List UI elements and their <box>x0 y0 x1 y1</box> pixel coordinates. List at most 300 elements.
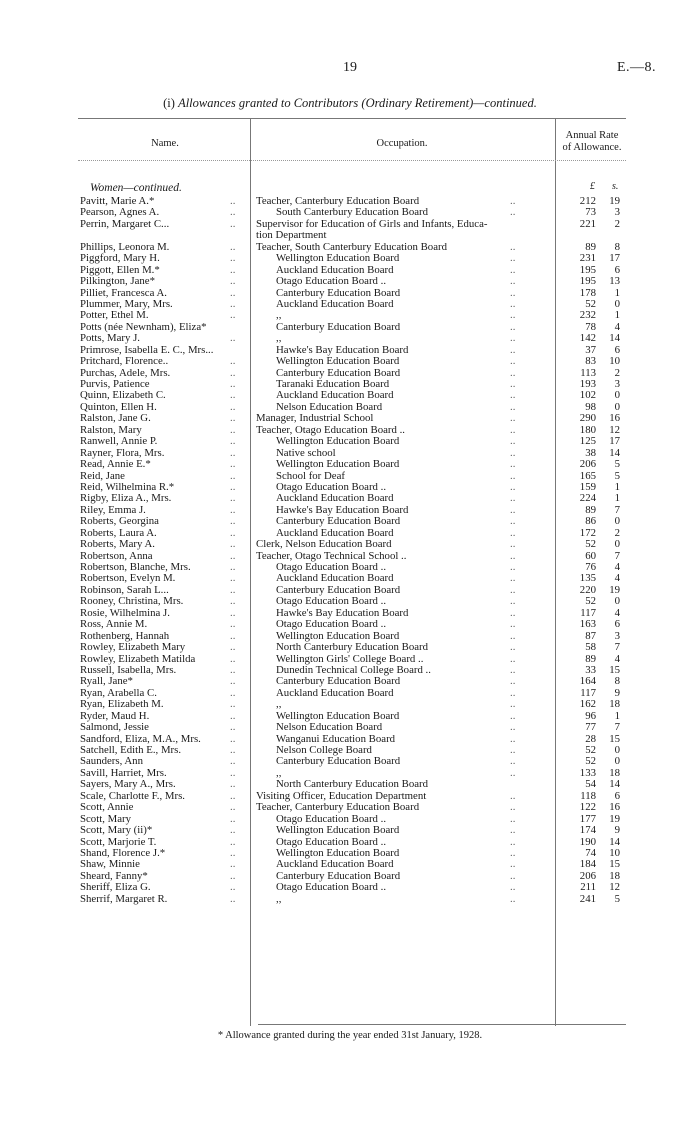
allowance-pounds: 180 <box>579 423 596 436</box>
row-occupation: Auckland Education Board <box>276 264 394 276</box>
row-occupation: School for Deaf <box>276 470 345 482</box>
occupation-leader-dots: .. <box>510 240 516 253</box>
occupation-leader-dots: .. <box>510 458 516 471</box>
allowance-shillings: 16 <box>609 412 620 425</box>
allowance-pounds: 52 <box>585 297 596 310</box>
allowance-pounds: 162 <box>579 698 596 711</box>
name-leader-dots: .. <box>230 652 236 665</box>
allowance-pounds: 290 <box>579 412 596 425</box>
occupation-leader-dots: .. <box>510 641 516 654</box>
allowance-shillings: 12 <box>609 881 620 894</box>
allowance-pounds: 193 <box>579 378 596 390</box>
allowance-pounds: 78 <box>585 320 596 333</box>
name-leader-dots: .. <box>230 572 236 585</box>
occupation-leader-dots: .. <box>510 480 516 493</box>
row-occupation: Nelson Education Board <box>276 401 383 413</box>
row-occupation: Nelson College Board <box>276 745 372 756</box>
row-occupation: Canterbury Education Board <box>276 367 401 379</box>
allowance-shillings: 6 <box>614 263 620 276</box>
occupation-leader-dots: .. <box>510 332 516 345</box>
allowance-pounds: 102 <box>579 389 596 402</box>
row-name: Purvis, Patience <box>80 379 150 390</box>
occupation-leader-dots: .. <box>510 320 516 333</box>
allowance-shillings: 5 <box>614 458 620 471</box>
row-name: Rosie, Wilhelmina J. <box>80 607 170 619</box>
row-occupation: ,, <box>276 767 282 779</box>
allowance-pounds: 98 <box>585 400 596 413</box>
row-occupation: Canterbury Education Board <box>276 584 401 596</box>
allowance-pounds: 86 <box>585 515 596 528</box>
allowance-shillings: 5 <box>614 892 620 905</box>
page-number: 19 <box>343 60 357 75</box>
occupation-leader-dots: .. <box>510 195 516 207</box>
allowance-pounds: 122 <box>579 801 596 814</box>
occupation-leader-dots: .. <box>510 538 516 551</box>
row-occupation: Teacher, South Canterbury Education Board <box>256 241 447 253</box>
allowance-shillings: 0 <box>614 515 620 528</box>
allowance-shillings: 15 <box>609 858 620 871</box>
occupation-leader-dots: .. <box>510 652 516 665</box>
name-leader-dots: .. <box>230 492 236 505</box>
occupation-leader-dots: .. <box>510 549 516 562</box>
allowance-pounds: 83 <box>585 355 596 368</box>
occupation-leader-dots: .. <box>510 252 516 265</box>
name-leader-dots: .. <box>230 709 236 722</box>
occupation-leader-dots: .. <box>510 515 516 528</box>
row-occupation: Auckland Education Board <box>276 390 394 402</box>
allowance-pounds: 241 <box>579 892 596 905</box>
allowance-pounds: 74 <box>585 846 596 859</box>
row-name: Potts, Mary J. <box>80 333 140 345</box>
allowance-pounds: 58 <box>585 641 596 654</box>
name-leader-dots: .. <box>230 206 236 219</box>
allowance-pounds: 224 <box>579 492 596 505</box>
row-name: Quinn, Elizabeth C. <box>80 390 166 402</box>
row-name: Shaw, Minnie <box>80 859 140 871</box>
table-row <box>0 516 700 527</box>
row-occupation: Wellington Education Board <box>276 630 400 642</box>
allowance-pounds: 118 <box>580 789 596 802</box>
allowance-shillings: 4 <box>614 320 620 333</box>
table-row <box>0 882 700 893</box>
row-name: Robinson, Sarah L... <box>80 584 169 596</box>
row-name: Robertson, Blanche, Mrs. <box>80 562 191 573</box>
allowance-shillings: 7 <box>614 503 620 516</box>
name-leader-dots: .. <box>230 240 236 253</box>
allowance-pounds: 117 <box>580 686 596 699</box>
row-occupation: ,, <box>276 893 282 905</box>
allowance-shillings: 8 <box>614 240 620 253</box>
name-leader-dots: .. <box>230 526 236 539</box>
row-name: Pearson, Agnes A. <box>80 207 160 219</box>
allowance-shillings: 18 <box>609 766 620 779</box>
allowance-shillings: 3 <box>614 378 620 390</box>
allowance-shillings: 4 <box>614 572 620 585</box>
row-occupation: Wellington Girls' College Board .. <box>276 653 424 665</box>
allowance-shillings: 10 <box>609 355 620 368</box>
row-occupation: Teacher, Canterbury Education Board <box>256 196 420 207</box>
row-name: Pavitt, Marie A.* <box>80 196 155 207</box>
name-leader-dots: .. <box>230 698 236 711</box>
occupation-leader-dots: .. <box>510 446 516 459</box>
name-leader-dots: .. <box>230 801 236 814</box>
row-name: Sheriff, Eliza G. <box>80 882 151 894</box>
allowance-shillings: 5 <box>614 469 620 482</box>
row-occupation: Wellington Education Board <box>276 253 400 265</box>
occupation-leader-dots: .. <box>510 698 516 711</box>
allowance-pounds: 52 <box>585 744 596 756</box>
name-leader-dots: .. <box>230 732 236 745</box>
name-leader-dots: .. <box>230 629 236 642</box>
allowance-shillings: 0 <box>614 389 620 402</box>
allowance-shillings: 9 <box>614 686 620 699</box>
name-leader-dots: .. <box>230 824 236 837</box>
row-occupation: ,, <box>276 333 282 345</box>
row-occupation: Otago Education Board .. <box>276 882 387 894</box>
row-name: Ryan, Arabella C. <box>80 687 157 699</box>
row-name: Plummer, Mary, Mrs. <box>80 298 173 310</box>
name-leader-dots: .. <box>230 252 236 265</box>
footnote-rule <box>258 1024 626 1025</box>
name-leader-dots: .. <box>230 275 236 288</box>
row-occupation: ,, <box>276 699 282 711</box>
name-leader-dots: .. <box>230 538 236 551</box>
row-name: Reid, Jane <box>80 470 125 482</box>
allowance-shillings: 15 <box>609 732 620 745</box>
row-occupation: Auckland Education Board <box>276 687 394 699</box>
allowance-pounds: 174 <box>579 824 596 837</box>
occupation-leader-dots: .. <box>510 824 516 837</box>
allowance-shillings: 9 <box>614 824 620 837</box>
allowance-shillings: 13 <box>609 275 620 288</box>
allowance-pounds: 52 <box>585 538 596 551</box>
row-name: Ralston, Jane G. <box>80 413 151 425</box>
occupation-leader-dots: .. <box>510 732 516 745</box>
allowance-pounds: 232 <box>579 309 596 322</box>
occupation-leader-dots: .. <box>510 618 516 631</box>
allowance-shillings: 6 <box>614 343 620 356</box>
row-occupation: Clerk, Nelson Education Board <box>256 539 392 551</box>
occupation-leader-dots: .. <box>510 869 516 882</box>
row-name: Phillips, Leonora M. <box>80 241 170 253</box>
table-row <box>0 276 700 287</box>
name-leader-dots: .. <box>230 389 236 402</box>
name-leader-dots: .. <box>230 663 236 676</box>
allowance-pounds: 28 <box>585 732 596 745</box>
row-name: Scott, Mary <box>80 813 131 825</box>
row-occupation: Native school <box>276 447 336 459</box>
row-name: Sherrif, Margaret R. <box>80 893 168 905</box>
allowance-shillings: 7 <box>614 641 620 654</box>
allowance-pounds: 125 <box>579 435 596 448</box>
section-heading: Women—continued. <box>90 182 182 194</box>
allowance-pounds: 190 <box>579 835 596 848</box>
occupation-leader-dots: .. <box>510 412 516 425</box>
allowance-pounds: 206 <box>579 458 596 471</box>
name-leader-dots: .. <box>230 595 236 608</box>
row-occupation: Wellington Education Board <box>276 710 400 722</box>
allowance-shillings: 1 <box>614 492 620 505</box>
row-name: Pritchard, Florence.. <box>80 356 169 368</box>
allowance-pounds: 76 <box>585 561 596 573</box>
allowance-shillings: 14 <box>609 446 620 459</box>
row-name: Piggford, Mary H. <box>80 253 160 265</box>
occupation-leader-dots: .. <box>510 309 516 322</box>
occupation-leader-dots: .. <box>510 297 516 310</box>
allowance-shillings: 10 <box>609 846 620 859</box>
allowance-shillings: 18 <box>609 869 620 882</box>
allowance-shillings: 2 <box>614 526 620 539</box>
table-row <box>0 539 700 550</box>
allowance-pounds: 184 <box>579 858 596 871</box>
row-occupation: Auckland Education Board <box>276 493 394 505</box>
allowance-shillings: 17 <box>609 252 620 265</box>
allowance-pounds: 195 <box>579 275 596 288</box>
allowance-pounds: 221 <box>579 217 596 230</box>
allowance-shillings: 19 <box>609 195 620 207</box>
name-leader-dots: .. <box>230 400 236 413</box>
name-leader-dots: .. <box>230 458 236 471</box>
row-occupation: Otago Education Board .. <box>276 596 387 608</box>
row-occupation: Canterbury Education Board <box>276 870 401 882</box>
row-name: Ralston, Mary <box>80 424 142 436</box>
allowance-shillings: 18 <box>609 698 620 711</box>
footnote: * Allowance granted during the year ended 31st January, 1928. <box>217 1030 483 1041</box>
occupation-leader-dots: .. <box>510 263 516 276</box>
occupation-leader-dots: .. <box>510 766 516 779</box>
occupation-leader-dots: .. <box>510 606 516 619</box>
table-subtitle <box>0 96 700 111</box>
name-leader-dots: .. <box>230 583 236 596</box>
name-leader-dots: .. <box>230 309 236 322</box>
allowance-pounds: 165 <box>579 469 596 482</box>
name-leader-dots: .. <box>230 869 236 882</box>
name-leader-dots: .. <box>230 606 236 619</box>
row-occupation: Supervisor for Education of Girls and Infants, Educa- <box>256 218 488 230</box>
occupation-leader-dots: .. <box>510 835 516 848</box>
row-occupation: Wellington Education Board <box>276 825 400 837</box>
row-name: Saunders, Ann <box>80 756 143 768</box>
subtitle-text: Allowances granted to Contributors (Ordinary Retirement)—continued. <box>178 96 537 110</box>
row-occupation: Otago Education Board .. <box>276 813 387 825</box>
table-row <box>0 802 700 813</box>
allowance-shillings: 14 <box>609 835 620 848</box>
name-leader-dots: .. <box>230 755 236 768</box>
row-name: Ranwell, Annie P. <box>80 436 158 448</box>
row-name: Reid, Wilhelmina R.* <box>80 481 175 493</box>
occupation-leader-dots: .. <box>510 892 516 905</box>
allowance-shillings: 2 <box>614 217 620 230</box>
table-row <box>0 356 700 367</box>
row-name: Rowley, Elizabeth Matilda <box>80 653 196 665</box>
allowance-pounds: 177 <box>579 812 596 825</box>
row-name: Rigby, Eliza A., Mrs. <box>80 493 172 505</box>
row-occupation: Manager, Industrial School <box>256 413 374 425</box>
occupation-leader-dots: .. <box>510 275 516 288</box>
name-leader-dots: .. <box>230 721 236 734</box>
row-occupation: Hawke's Bay Education Board <box>276 607 409 619</box>
row-name: Scale, Charlotte F., Mrs. <box>80 790 185 802</box>
row-occupation: Wellington Education Board <box>276 459 400 471</box>
occupation-leader-dots: .. <box>510 423 516 436</box>
allowance-shillings: 0 <box>614 400 620 413</box>
name-leader-dots: .. <box>230 812 236 825</box>
allowance-shillings: 0 <box>614 538 620 551</box>
allowance-pounds: 89 <box>585 503 596 516</box>
row-name: Shand, Florence J.* <box>80 847 166 859</box>
allowance-pounds: 96 <box>585 709 596 722</box>
row-name: Scott, Annie <box>80 802 134 814</box>
allowance-pounds: 52 <box>585 755 596 768</box>
allowance-shillings: 15 <box>609 663 620 676</box>
row-name: Ryder, Maud H. <box>80 710 150 722</box>
allowance-pounds: 142 <box>579 332 596 345</box>
name-leader-dots: .. <box>230 297 236 310</box>
name-leader-dots: .. <box>230 332 236 345</box>
row-occupation: Visiting Officer, Education Department <box>256 790 427 802</box>
occupation-leader-dots: .. <box>510 492 516 505</box>
rate-header-line1: Annual Rate <box>565 130 619 141</box>
name-leader-dots: .. <box>230 195 236 207</box>
allowance-shillings: 16 <box>609 801 620 814</box>
row-name: Rayner, Flora, Mrs. <box>80 447 165 459</box>
allowance-shillings: 2 <box>614 366 620 379</box>
allowance-pounds: 135 <box>579 572 596 585</box>
row-occupation: Wellington Education Board <box>276 356 400 368</box>
allowance-shillings: 1 <box>614 480 620 493</box>
occupation-leader-dots: .. <box>510 378 516 390</box>
allowance-pounds: 178 <box>579 286 596 299</box>
allowance-pounds: 33 <box>585 663 596 676</box>
allowance-pounds: 60 <box>585 549 596 562</box>
pounds-unit: £ <box>590 181 595 192</box>
allowance-pounds: 113 <box>580 366 596 379</box>
occupation-leader-dots: .. <box>510 343 516 356</box>
name-leader-dots: .. <box>230 618 236 631</box>
name-leader-dots: .. <box>230 835 236 848</box>
row-name: Ryan, Elizabeth M. <box>80 699 164 711</box>
shillings-unit: s. <box>612 181 619 192</box>
name-leader-dots: .. <box>230 366 236 379</box>
row-occupation: tion Department <box>256 230 327 242</box>
row-occupation: Teacher, Otago Technical School .. <box>256 550 407 562</box>
row-name: Purchas, Adele, Mrs. <box>80 367 171 379</box>
document-reference: E.—8. <box>616 60 656 75</box>
row-occupation: Nelson Education Board <box>276 722 383 734</box>
name-leader-dots: .. <box>230 378 236 390</box>
table-row <box>0 436 700 447</box>
row-name: Pilliet, Francesca A. <box>80 287 167 299</box>
table-row <box>0 333 700 344</box>
name-leader-dots: .. <box>230 435 236 448</box>
occupation-leader-dots: .. <box>510 583 516 596</box>
row-name: Quinton, Ellen H. <box>80 401 157 413</box>
name-leader-dots: .. <box>230 515 236 528</box>
row-occupation: Hawke's Bay Education Board <box>276 344 409 356</box>
row-name: Potter, Ethel M. <box>80 310 149 322</box>
row-name: Satchell, Edith E., Mrs. <box>80 745 182 756</box>
table-row <box>0 722 700 733</box>
row-name: Scott, Mary (ii)* <box>80 825 153 837</box>
row-name: Sayers, Mary A., Mrs. <box>80 779 176 791</box>
row-name: Sandford, Eliza, M.A., Mrs. <box>80 733 201 745</box>
occupation-leader-dots: .. <box>510 744 516 756</box>
row-occupation: Otago Education Board .. <box>276 481 387 493</box>
allowance-pounds: 211 <box>580 881 596 894</box>
column-header-occupation: Occupation. <box>376 138 428 149</box>
allowance-pounds: 37 <box>585 343 596 356</box>
allowance-shillings: 0 <box>614 755 620 768</box>
name-leader-dots: .. <box>230 549 236 562</box>
allowance-pounds: 87 <box>585 629 596 642</box>
allowance-shillings: 8 <box>614 675 620 688</box>
name-leader-dots: .. <box>230 423 236 436</box>
name-leader-dots: .. <box>230 789 236 802</box>
row-name: Rowley, Elizabeth Mary <box>80 642 186 654</box>
allowance-shillings: 14 <box>609 332 620 345</box>
table-row <box>0 219 700 230</box>
occupation-leader-dots: .. <box>510 846 516 859</box>
row-occupation: Hawke's Bay Education Board <box>276 504 409 516</box>
column-header-rate <box>556 130 628 154</box>
allowance-shillings: 17 <box>609 435 620 448</box>
allowance-shillings: 4 <box>614 652 620 665</box>
row-occupation: North Canterbury Education Board <box>276 642 429 654</box>
allowance-shillings: 4 <box>614 561 620 573</box>
row-occupation: Otago Education Board .. <box>276 619 387 631</box>
allowance-pounds: 89 <box>585 652 596 665</box>
occupation-leader-dots: .. <box>510 686 516 699</box>
occupation-leader-dots: .. <box>510 595 516 608</box>
name-leader-dots: .. <box>230 778 236 791</box>
allowance-pounds: 163 <box>579 618 596 631</box>
allowance-shillings: 1 <box>614 286 620 299</box>
table-row <box>0 825 700 836</box>
row-occupation: Teacher, Canterbury Education Board <box>256 802 420 814</box>
occupation-leader-dots: .. <box>510 366 516 379</box>
occupation-leader-dots: .. <box>510 503 516 516</box>
row-occupation: Taranaki Education Board <box>276 379 390 390</box>
table-row <box>0 459 700 470</box>
allowance-shillings: 19 <box>609 812 620 825</box>
name-leader-dots: .. <box>230 881 236 894</box>
row-occupation: South Canterbury Education Board <box>276 207 429 219</box>
allowance-shillings: 0 <box>614 744 620 756</box>
row-occupation: Canterbury Education Board <box>276 756 401 768</box>
name-leader-dots: .. <box>230 503 236 516</box>
row-name: Pilkington, Jane* <box>80 276 155 288</box>
row-occupation: Otago Education Board .. <box>276 276 387 288</box>
row-name: Piggott, Ellen M.* <box>80 264 160 276</box>
row-name: Savill, Harriet, Mrs. <box>80 767 167 779</box>
row-name: Perrin, Margaret C... <box>80 218 170 230</box>
header-top-rule <box>78 118 626 119</box>
allowance-shillings: 0 <box>614 297 620 310</box>
allowance-pounds: 195 <box>579 263 596 276</box>
table-row <box>0 253 700 264</box>
allowance-shillings: 14 <box>609 778 620 791</box>
allowance-shillings: 3 <box>614 629 620 642</box>
occupation-leader-dots: .. <box>510 881 516 894</box>
allowance-pounds: 231 <box>579 252 596 265</box>
allowance-pounds: 220 <box>579 583 596 596</box>
name-leader-dots: .. <box>230 766 236 779</box>
row-name: Ross, Annie M. <box>80 619 148 631</box>
name-leader-dots: .. <box>230 286 236 299</box>
row-name: Salmond, Jessie <box>80 722 149 734</box>
row-occupation: Otago Education Board .. <box>276 836 387 848</box>
column-header-name: Name. <box>151 138 179 149</box>
